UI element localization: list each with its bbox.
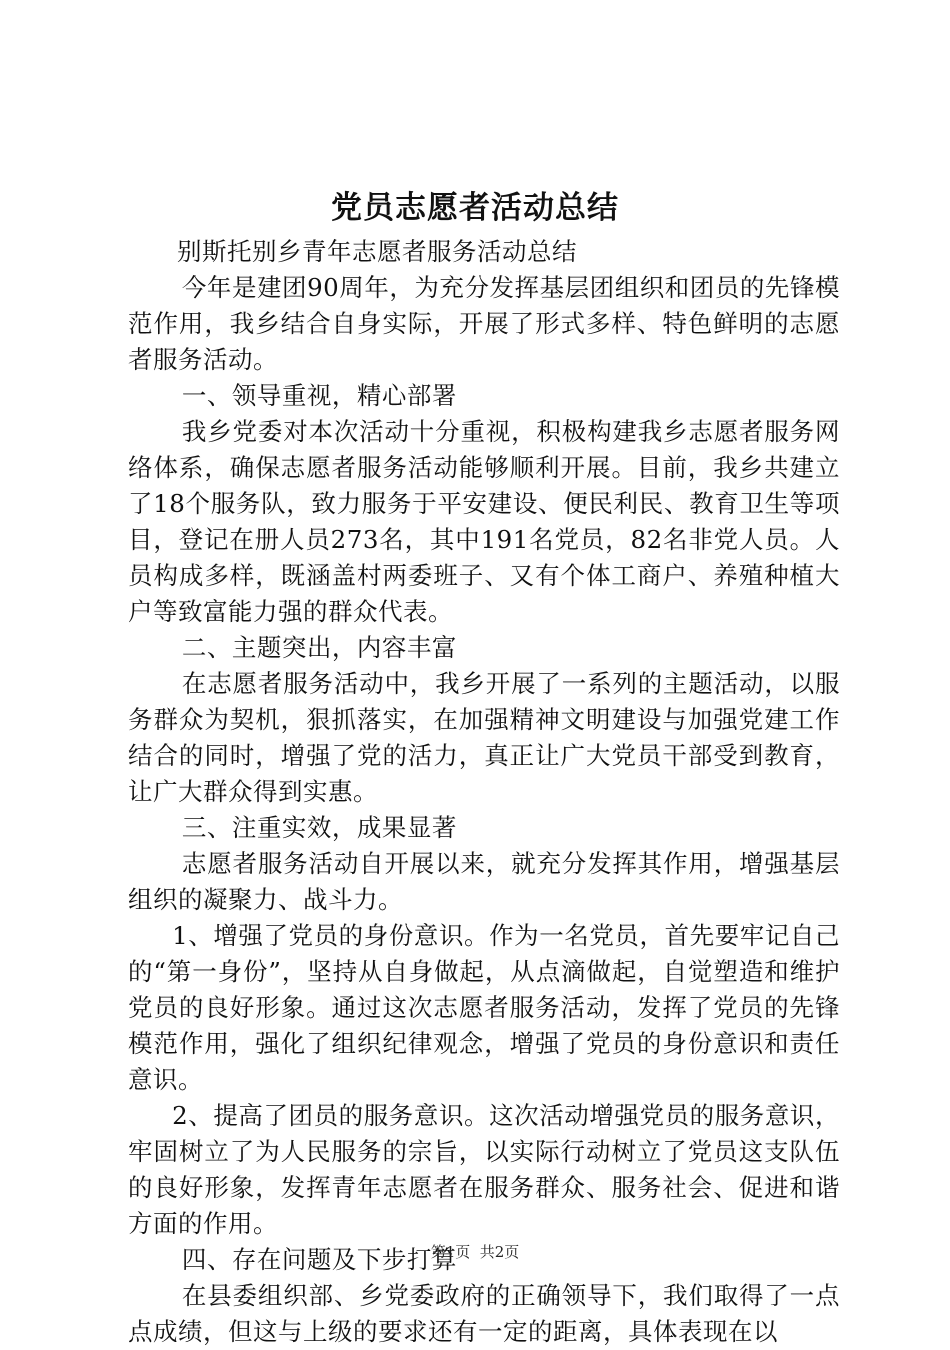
body-paragraph: 1、增强了党员的身份意识。作为一名党员，首先要牢记自己的“第一身份”，坚持从自身做起，从点滴做起，自觉塑造和维护党员的良好形象。通过这次志愿者服务活动，发挥了党员的先锋模范作用，强化了组织纪律观念，增强了党员的身份意识和责任意识。 — [128, 921, 840, 1094]
page-number-label: 第1页 共2页 — [430, 1243, 520, 1261]
body-paragraph: 我乡党委对本次活动十分重视，积极构建我乡志愿者服务网络体系，确保志愿者服务活动能够顺利开展。目前，我乡共建立了18个服务队，致力服务于平安建设、便民利民、教育卫生等项目，登记在册人员273名，其中191名党员，82名非党人员。人员构成多样，既涵盖村两委班子、又有个体工商户、养殖种植大户等致富能力强的群众代表。 — [128, 417, 840, 626]
page-footer — [0, 1242, 950, 1262]
section-heading: 四、存在问题及下步打算 — [181, 1245, 457, 1274]
body-paragraph: 在志愿者服务活动中，我乡开展了一系列的主题活动，以服务群众为契机，狠抓落实，在加强精神文明建设与加强党建工作结合的同时，增强了党的活力，真正让广大党员干部受到教育，让广大群众得到实惠。 — [128, 669, 840, 806]
body-paragraph: 在县委组织部、乡党委政府的正确领导下，我们取得了一点点成绩，但这与上级的要求还有一定的距离，具体表现在以 — [128, 1281, 840, 1346]
section-heading: 三、注重实效，成果显著 — [181, 813, 457, 842]
document-title: 党员志愿者活动总结 — [331, 190, 619, 226]
body-paragraph: 志愿者服务活动自开展以来，就充分发挥其作用，增强基层组织的凝聚力、战斗力。 — [128, 849, 840, 914]
body-paragraph: 2、提高了团员的服务意识。这次活动增强党员的服务意识，牢固树立了为人民服务的宗旨，以实际行动树立了党员这支队伍的良好形象，发挥青年志愿者在服务群众、服务社会、促进和谐方面的作用。 — [128, 1101, 840, 1238]
subtitle-paragraph: 别斯托别乡青年志愿者服务活动总结 — [177, 237, 577, 266]
body-paragraph: 今年是建团90周年，为充分发挥基层团组织和团员的先锋模范作用，我乡结合自身实际，开展了形式多样、特色鲜明的志愿者服务活动。 — [128, 273, 840, 374]
section-heading: 一、领导重视，精心部署 — [181, 381, 457, 410]
document-body — [128, 234, 840, 1350]
section-heading: 二、主题突出，内容丰富 — [181, 633, 457, 662]
